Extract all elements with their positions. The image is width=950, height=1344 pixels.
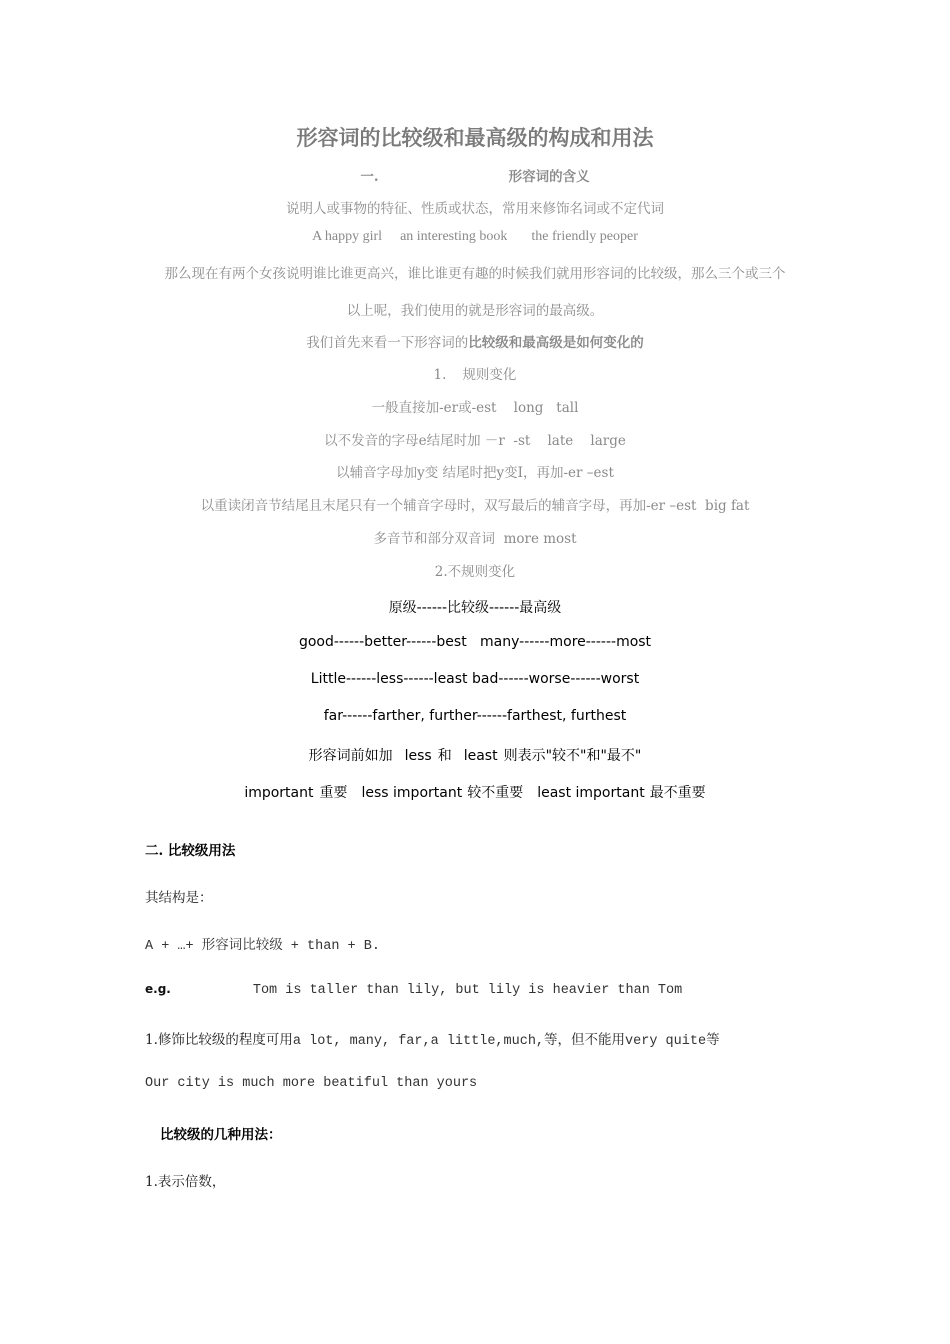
intro-prefix: 我们首先来看一下形容词的	[306, 335, 469, 351]
structure-label: 其结构是：	[145, 890, 213, 906]
important-word: important	[244, 785, 314, 801]
regular-rule-3: 以辅音字母加y变 结尾时把y变I，再加-er –est	[336, 465, 614, 481]
modifier-words: a lot, many, far,a little,much,	[292, 1034, 545, 1049]
section1-heading	[0, 165, 950, 185]
example-2: an interesting book	[400, 229, 508, 244]
modifier-mid: 等，但不能用	[544, 1032, 626, 1048]
irregular-line-1: good------better------best many------more------most	[298, 634, 652, 650]
modifier-suffix: 等	[706, 1032, 720, 1048]
modifier-prefix: 1.修饰比较级的程度可用	[145, 1032, 293, 1048]
irregular-heading: 2.不规则变化	[434, 564, 516, 580]
less-important-word: less important	[361, 785, 463, 801]
important-meaning: 重要	[319, 785, 348, 801]
modifier-example: Our city is much more beatiful than yours	[145, 1076, 478, 1091]
irregular-line-2: Little------less------least bad------worse------worst	[310, 671, 640, 687]
modifier-not-words: very quite	[625, 1034, 707, 1049]
regular-rule-1: 一般直接加-er或-est long tall	[371, 400, 579, 416]
less-important-meaning: 较不重要	[467, 785, 524, 801]
regular-rule-5: 多音节和部分双音词 more most	[373, 531, 577, 547]
section1-heading-text: 形容词的含义	[508, 169, 590, 185]
usage-1: 1.表示倍数，	[145, 1174, 226, 1190]
important-example-line	[0, 782, 950, 802]
structure-formula: A + …+ 形容词比较级 + than + B.	[145, 939, 380, 954]
less-least-line	[0, 745, 950, 765]
page-title: 形容词的比较级和最高级的构成和用法	[296, 125, 654, 150]
explanation-line-1: 那么现在有两个女孩说明谁比谁更高兴，谁比谁更有趣的时候我们就用形容词的比较级，那么三个或三个	[164, 266, 786, 282]
explanation-line-2: 以上呢，我们使用的就是形容词的最高级。	[346, 303, 604, 319]
regular-number: 1.	[433, 367, 447, 383]
intro-line	[0, 331, 950, 351]
modifier-note	[145, 1028, 720, 1049]
regular-heading	[0, 363, 950, 383]
intro-bold: 比较级和最高级是如何变化的	[468, 335, 644, 351]
least-important-meaning: 最不重要	[649, 785, 706, 801]
irregular-header: 原级------比较级------最高级	[388, 600, 562, 616]
regular-label: 规则变化	[462, 367, 517, 383]
least-word: least	[463, 748, 498, 764]
regular-rule-2: 以不发音的字母e结尾时加 －r -st late large	[324, 433, 626, 449]
least-important-word: least important	[537, 785, 645, 801]
irregular-line-3: far------farther, further------farthest, furthest	[323, 708, 627, 724]
less-least-suffix: 则表示"较不"和"最不"	[503, 748, 642, 764]
and-word: 和	[437, 748, 452, 764]
example-3: the friendly peoper	[531, 229, 638, 244]
eg-sentence: Tom is taller than lily, but lily is heavier than Tom	[252, 983, 683, 998]
eg-label: e.g.	[145, 982, 171, 996]
less-word: less	[404, 748, 432, 764]
examples-line	[0, 229, 950, 245]
usages-heading: 比较级的几种用法：	[160, 1127, 282, 1143]
regular-rule-4: 以重读闭音节结尾且末尾只有一个辅音字母时，双写最后的辅音字母，再加-er –est big fat	[200, 498, 750, 514]
example-1: A happy girl	[312, 229, 383, 244]
eg-line	[145, 981, 682, 998]
definition-text: 说明人或事物的特征、性质或状态，常用来修饰名词或不定代词	[286, 201, 664, 217]
section2-heading: 二. 比较级用法	[145, 843, 236, 859]
less-least-prefix: 形容词前如加	[308, 748, 393, 764]
section1-number: 一.	[360, 169, 379, 185]
